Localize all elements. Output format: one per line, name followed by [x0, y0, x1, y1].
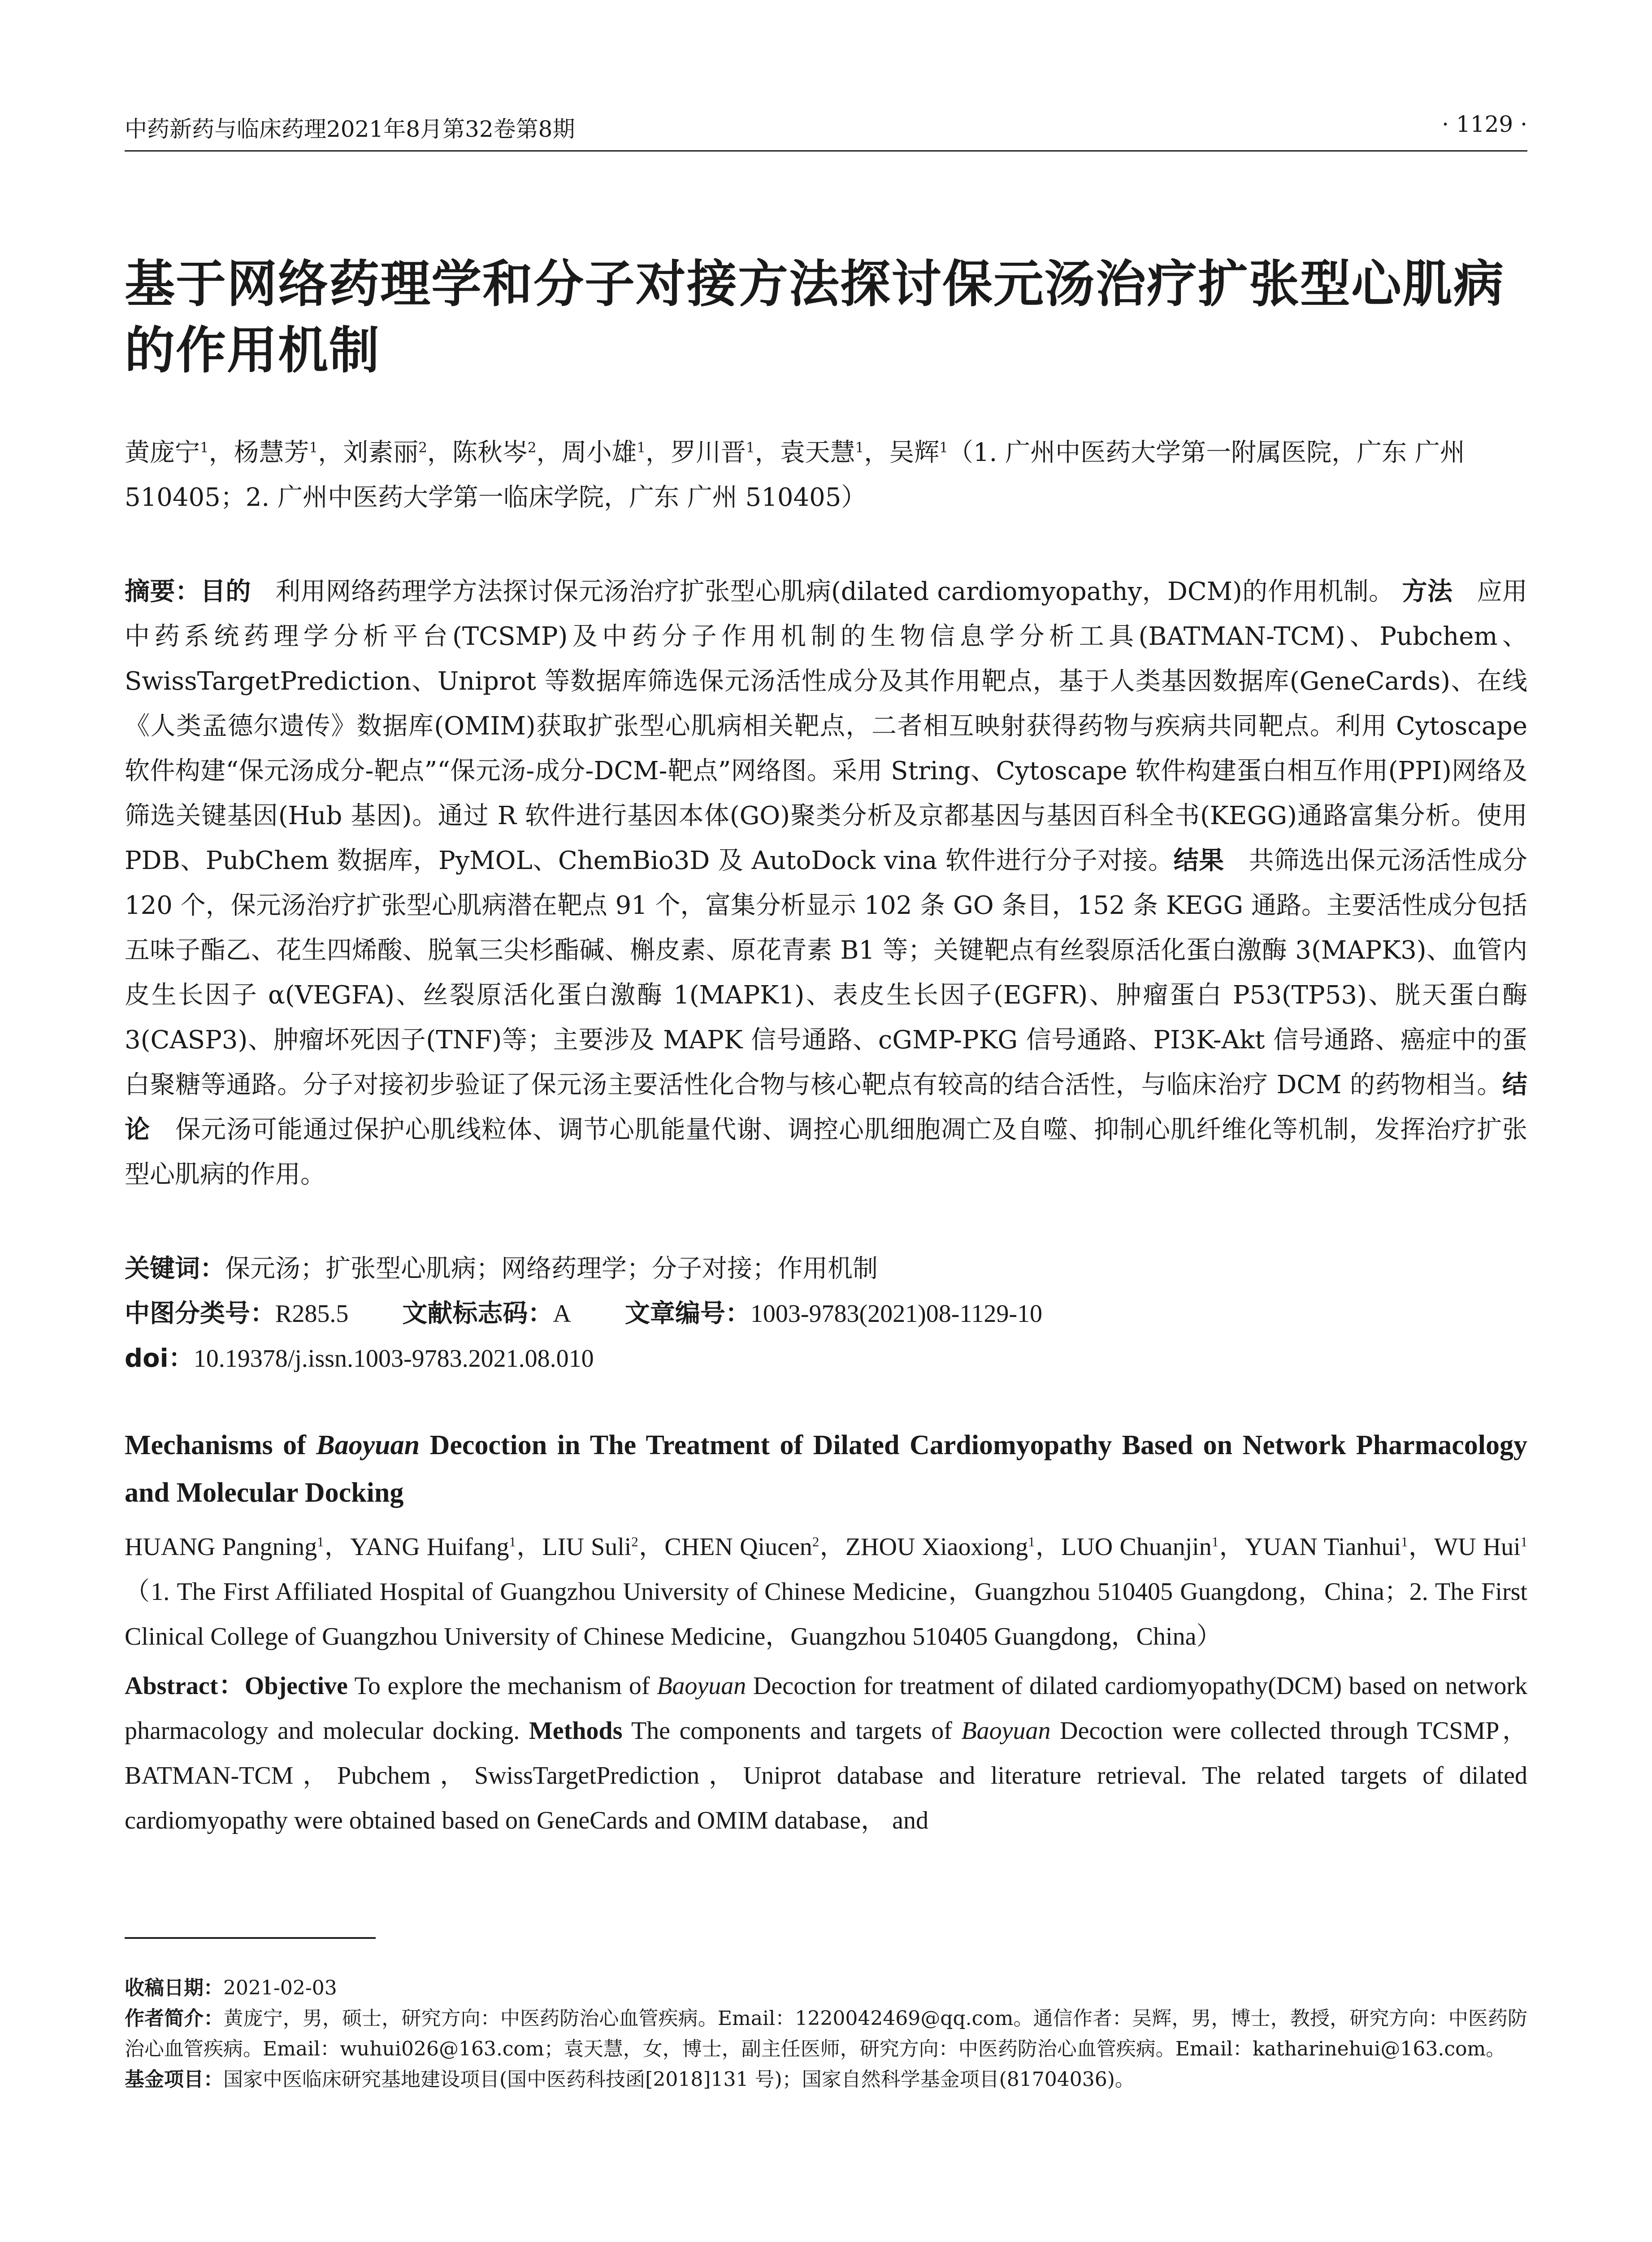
article-no-value: 1003-9783(2021)08-1129-10: [750, 1300, 1042, 1328]
en-author-separator: ，: [819, 1533, 846, 1561]
methods-text-cn: 应用中药系统药理学分析平台(TCSMP)及中药分子作用机制的生物信息学分析工具(BATMAN-TCM)、Pubchem、SwissTargetPrediction、Uniprot 等数据库筛选保元汤活性成分及其作用靶点，基于人类基因数据库(GeneCards)、在线《人类孟德尔遗传》数据库(OMIM)获取扩张型心肌病相关靶点，二者相互映射获得药物与疾病共同靶点。利用 Cytoscape 软件构建“保元汤成分-靶点”“保元汤-成分-DCM-靶点”网络图。采用 String、Cytoscape 软件构建蛋白相互作用(PPI)网络及筛选关键基因(Hub 基因)。通过 R 软件进行基因本体(GO)聚类分析及京都基因与基因百科全书(KEGG)通路富集分析。使用 PDB、PubChem 数据库，PyMOL、ChemBio3D 及 AutoDock vina 软件进行分子对接。: [125, 577, 1528, 875]
doc-code-value: A: [553, 1300, 571, 1328]
title-en-part1: Mechanisms of: [125, 1430, 317, 1460]
conclusion-text-cn: 保元汤可能通过保护心肌线粒体、调节心肌能量代谢、调控心肌细胞凋亡及自噬、抑制心肌纤维化等机制，发挥治疗扩张型心肌病的作用。: [125, 1115, 1528, 1189]
cn-author-affiliation-mark: 2: [418, 439, 427, 456]
doc-code-label: 文献标志码：: [402, 1299, 553, 1328]
objective-text-en-2: Decoction for treatment of dilated cardiomyopathy(DCM) based on network pharmacology and molecular docking.: [125, 1672, 1527, 1745]
cn-author-separator: ，: [864, 438, 889, 467]
results-label-cn: 结果: [1173, 846, 1224, 875]
en-author-separator: ，: [1408, 1533, 1435, 1561]
page-number: · 1129 ·: [1442, 111, 1527, 137]
received-date: 2021-02-03: [223, 1977, 337, 1999]
cn-author-name: 黄庞宁: [125, 438, 200, 467]
author-names-cn: [125, 438, 948, 467]
cn-author-name: 陈秋岑: [452, 438, 528, 467]
author-bio-label: 作者简介：: [125, 2007, 224, 2030]
conclusion-label-cn: 结论: [125, 1070, 1527, 1144]
methods-text-en-1: The components and targets of: [622, 1717, 962, 1745]
cn-author-separator: ，: [208, 438, 234, 467]
abstract-en: [125, 1664, 1527, 1843]
article-no-label: 文章编号：: [624, 1299, 750, 1328]
doi-line: [125, 1336, 1527, 1381]
en-author-affiliation-mark: 1: [317, 1534, 324, 1550]
affiliations-en: （1. The First Affiliated Hospital of Guangzhou University of Chinese Medicine，Guangzhou 510405 Guangdong，China；2. The First Clinical College of Guangzhou University of Chinese Medicine，Guangzhou 510405 Guangdong，China）: [125, 1578, 1527, 1651]
methods-label-en: Methods: [529, 1717, 623, 1745]
en-author-name: LIU Suli: [542, 1533, 632, 1561]
cn-author-separator: ，: [754, 438, 780, 467]
doi-value: 10.19378/j.issn.1003-9783.2021.08.010: [193, 1345, 594, 1373]
cn-author-separator: ，: [427, 438, 452, 467]
cn-author-separator: ，: [318, 438, 343, 467]
article-title-en: [125, 1421, 1527, 1516]
author-list-en: [125, 1525, 1527, 1659]
cn-author-name: 罗川晋: [671, 438, 746, 467]
cn-author-name: 杨慧芳: [234, 438, 309, 467]
en-author-name: HUANG Pangning: [125, 1533, 317, 1561]
objective-label-en: Objective: [244, 1672, 348, 1700]
footnote-fund: [125, 2064, 1527, 2095]
en-author-affiliation-mark: 1: [1520, 1534, 1528, 1550]
title-en-part2: Decoction in The Treatment of Dilated Cardiomyopathy Based on Network Pharmacology and Molecular Docking: [125, 1430, 1528, 1508]
objective-text-cn: 利用网络药理学方法探讨保元汤治疗扩张型心肌病(dilated cardiomyopathy，DCM)的作用机制。: [275, 577, 1394, 606]
en-author-affiliation-mark: 2: [631, 1534, 638, 1550]
en-author-name: LUO Chuanjin: [1061, 1533, 1212, 1561]
author-list-cn: [125, 430, 1527, 520]
affiliations-cn: （1. 广州中医药大学第一附属医院，广东 广州 510405；2. 广州中医药大学第一临床学院，广东 广州 510405）: [125, 438, 1465, 512]
en-author-affiliation-mark: 1: [1211, 1534, 1219, 1550]
cn-author-affiliation-mark: 1: [637, 439, 646, 456]
methods-italic-en: Baoyuan: [961, 1717, 1051, 1745]
cn-author-name: 袁天慧: [780, 438, 855, 467]
abstract-label-cn: 摘要：: [125, 577, 201, 606]
cn-author-separator: ，: [536, 438, 562, 467]
en-author-name: ZHOU Xiaoxiong: [845, 1533, 1028, 1561]
classification-line: [125, 1291, 1527, 1336]
en-author-affiliation-mark: 1: [1028, 1534, 1035, 1550]
methods-label-cn: 方法: [1402, 577, 1453, 606]
cn-author-name: 吴辉: [889, 438, 940, 467]
footnote-rule: [125, 1937, 376, 1939]
en-author-affiliation-mark: 1: [509, 1534, 516, 1550]
cn-author-affiliation-mark: 1: [200, 439, 209, 456]
en-author-separator: ，: [1218, 1533, 1245, 1561]
en-author-name: WU Hui: [1434, 1533, 1521, 1561]
received-label: 收稿日期：: [125, 1977, 223, 1999]
footnote-author: [125, 2003, 1527, 2064]
cn-author-affiliation-mark: 1: [855, 439, 864, 456]
en-author-separator: ，: [324, 1533, 351, 1561]
objective-text-en-1: To explore the mechanism of: [347, 1672, 657, 1700]
title-en-italic: Baoyuan: [316, 1430, 420, 1460]
abstract-cn: [125, 569, 1527, 1197]
cn-author-name: 周小雄: [561, 438, 637, 467]
methods-text-en-2: Decoction were collected through TCSMP，BATMAN-TCM，Pubchem，SwissTargetPrediction，Uniprot database and literature retrieval. The related targets of dilated cardiomyopathy were obtained based on GeneCards and OMIM database， and: [125, 1717, 1528, 1834]
article-title-cn: 基于网络药理学和分子对接方法探讨保元汤治疗扩张型心肌病的作用机制: [125, 255, 1505, 380]
en-author-affiliation-mark: 2: [812, 1534, 819, 1550]
objective-label-cn: 目的: [200, 577, 251, 606]
footnote-received: [125, 1973, 1527, 2003]
cn-author-separator: ，: [646, 438, 671, 467]
objective-italic-en: Baoyuan: [657, 1672, 746, 1700]
doi-label: doi：: [125, 1344, 194, 1373]
author-names-en: [125, 1533, 1527, 1561]
footnotes: [125, 1973, 1527, 2095]
en-author-separator: ，: [516, 1533, 542, 1561]
header-rule: [125, 150, 1527, 152]
journal-name: 中药新药与临床药理2021年8月第32卷第8期: [125, 116, 575, 142]
keywords-label: 关键词：: [125, 1254, 225, 1283]
keywords-line: [125, 1247, 1527, 1291]
abstract-label-en: Abstract：: [125, 1672, 245, 1700]
fund-label: 基金项目：: [125, 2068, 223, 2091]
fund-text: 国家中医临床研究基地建设项目(国中医药科技函[2018]131 号)；国家自然科学基金项目(81704036)。: [223, 2068, 1135, 2091]
cn-author-name: 刘素丽: [343, 438, 419, 467]
en-author-name: CHEN Qiucen: [664, 1533, 812, 1561]
en-author-affiliation-mark: 1: [1401, 1534, 1408, 1550]
cn-author-affiliation-mark: 1: [746, 439, 755, 456]
clc-label: 中图分类号：: [125, 1299, 275, 1328]
cn-author-affiliation-mark: 1: [939, 439, 948, 456]
author-bio-text: 黄庞宁，男，硕士，研究方向：中医药防治心血管疾病。Email：1220042469@qq.com。通信作者：吴辉，男，博士，教授，研究方向：中医药防治心血管疾病。Email：wuhui026@163.com；袁天慧，女，博士，副主任医师，研究方向：中医药防治心血管疾病。Email：katharinehui@163.com。: [125, 2007, 1527, 2060]
en-author-name: YANG Huifang: [350, 1533, 509, 1561]
running-header: [125, 108, 1527, 143]
keywords-text: 保元汤；扩张型心肌病；网络药理学；分子对接；作用机制: [225, 1254, 878, 1283]
en-author-name: YUAN Tianhui: [1244, 1533, 1401, 1561]
cn-author-affiliation-mark: 2: [527, 439, 537, 456]
results-text-cn: 共筛选出保元汤活性成分 120 个，保元汤治疗扩张型心肌病潜在靶点 91 个，富集分析显示 102 条 GO 条目，152 条 KEGG 通路。主要活性成分包括五味子酯乙、花生四烯酸、脱氧三尖杉酯碱、槲皮素、原花青素 B1 等；关键靶点有丝裂原活化蛋白激酶 3(MAPK3)、血管内皮生长因子 α(VEGFA)、丝裂原活化蛋白激酶 1(MAPK1)、表皮生长因子(EGFR)、肿瘤蛋白 P53(TP53)、胱天蛋白酶 3(CASP3)、肿瘤坏死因子(TNF)等；主要涉及 MAPK 信号通路、cGMP-PKG 信号通路、PI3K-Akt 信号通路、癌症中的蛋白聚糖等通路。分子对接初步验证了保元汤主要活性化合物与核心靶点有较高的结合活性，与临床治疗 DCM 的药物相当。: [125, 846, 1528, 1099]
en-author-separator: ，: [638, 1533, 665, 1561]
en-author-separator: ，: [1035, 1533, 1062, 1561]
cn-author-affiliation-mark: 1: [309, 439, 318, 456]
clc-value: R285.5: [275, 1300, 349, 1328]
